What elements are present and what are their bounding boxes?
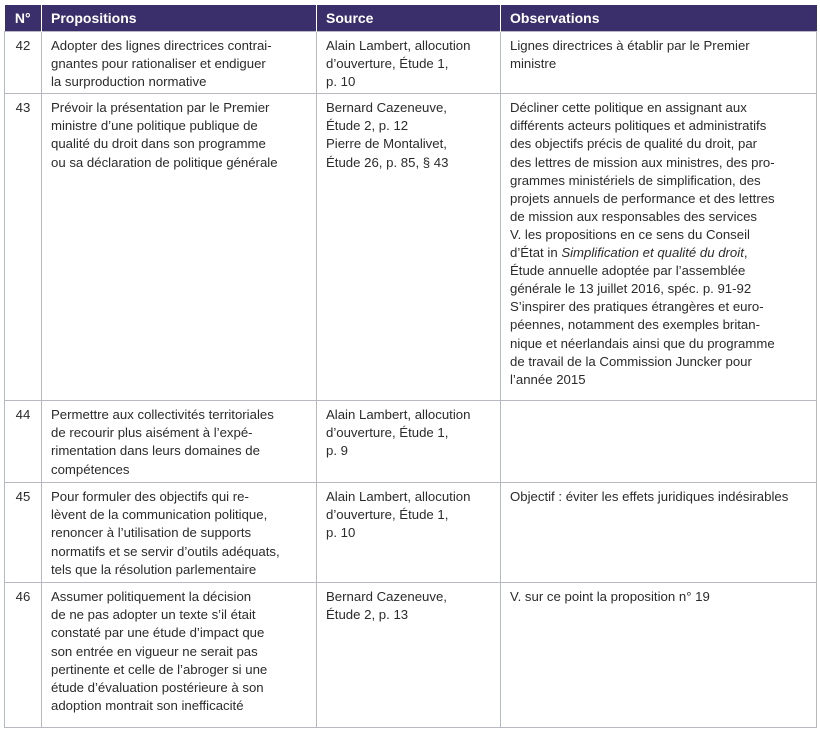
- proposition-number: 42: [5, 32, 42, 94]
- source-line: Étude 2, p. 13: [326, 607, 409, 623]
- source-line: Bernard Cazeneuve,: [326, 100, 447, 116]
- observations-line: nique et néerlandais ainsi que du programme: [510, 335, 775, 351]
- proposition-line: la surproduction normative: [51, 74, 207, 90]
- proposition-line: normatifs et se servir d’outils adéquats,: [51, 543, 280, 559]
- proposition-number: 45: [5, 483, 42, 583]
- proposition-line: ou sa déclaration de politique générale: [51, 154, 278, 170]
- proposition-line: gnantes pour rationaliser et endiguer: [51, 56, 266, 72]
- header-observations: Observations: [501, 5, 817, 32]
- source-line: p. 10: [326, 525, 356, 541]
- observations-line: Lignes directrices à établir par le Premier: [510, 38, 750, 53]
- source-cell: [317, 401, 501, 483]
- proposition-line: adoption montrait son inefficacité: [51, 697, 244, 713]
- proposition-line: Prévoir la présentation par le Premier: [51, 100, 270, 116]
- proposition-cell: [42, 401, 317, 483]
- observations-line: de travail de la Commission Juncker pour: [510, 353, 752, 369]
- observations-line: V. les propositions en ce sens du Conseil: [510, 226, 750, 242]
- source-line: Bernard Cazeneuve,: [326, 589, 447, 605]
- proposition-line: compétences: [51, 461, 130, 477]
- source-line: p. 10: [326, 74, 356, 90]
- observations-line: S’inspirer des pratiques étrangères et euro-: [510, 299, 764, 315]
- source-cell: [317, 483, 501, 583]
- table-row: [5, 401, 817, 483]
- observations-line: V. sur ce point la proposition n° 19: [510, 589, 710, 605]
- proposition-line: constaté par une étude d’impact que: [51, 625, 265, 641]
- source-line: Alain Lambert, allocution: [326, 407, 471, 423]
- observations-line: de mission aux responsables des services: [510, 208, 758, 224]
- proposition-line: de recourir plus aisément à l’expé-: [51, 425, 253, 441]
- source-line: d’ouverture, Étude 1,: [326, 56, 449, 72]
- proposition-cell: [42, 32, 317, 94]
- observations-line: Objectif : éviter les effets juridiques indésirables: [510, 489, 789, 505]
- proposition-cell: [42, 94, 317, 401]
- source-line: Alain Lambert, allocution: [326, 489, 471, 505]
- source-line: Étude 2, p. 12: [326, 118, 409, 134]
- observations-line: Étude annuelle adoptée par l’assemblée: [510, 263, 746, 279]
- source-line: Alain Lambert, allocution: [326, 38, 471, 53]
- observations-line: des objectifs précis de qualité du droit, par: [510, 136, 758, 152]
- observations-line: des lettres de mission aux ministres, des pro-: [510, 154, 775, 170]
- table-row: [5, 583, 817, 728]
- observations-line: différents acteurs politiques et administratifs: [510, 118, 767, 134]
- propositions-table: [4, 5, 817, 728]
- source-line: Étude 26, p. 85, § 43: [326, 154, 449, 170]
- proposition-line: étude d’évaluation postérieure à son: [51, 679, 264, 695]
- proposition-line: renoncer à l’utilisation de supports: [51, 525, 252, 541]
- proposition-cell: [42, 583, 317, 728]
- proposition-line: lèvent de la communication politique,: [51, 507, 268, 523]
- observations-line: projets annuels de performance et des lettres: [510, 190, 775, 206]
- table-row: [5, 32, 817, 94]
- proposition-line: Pour formuler des objectifs qui re-: [51, 489, 249, 505]
- proposition-line: tels que la résolution parlementaire: [51, 561, 257, 577]
- proposition-line: son entrée en vigueur ne serait pas: [51, 643, 258, 659]
- table-row: [5, 483, 817, 583]
- observations-cell: [501, 32, 817, 94]
- observations-line: l’année 2015: [510, 371, 586, 387]
- observations-cell: [501, 401, 817, 483]
- source-line: d’ouverture, Étude 1,: [326, 507, 449, 523]
- observations-line: grammes ministériels de simplification, des: [510, 172, 761, 188]
- proposition-line: ministre d’une politique publique de: [51, 118, 258, 134]
- observations-cell: [501, 583, 817, 728]
- header-propositions: Propositions: [42, 5, 317, 32]
- source-cell: [317, 94, 501, 401]
- source-line: Pierre de Montalivet,: [326, 136, 447, 152]
- proposition-line: Adopter des lignes directrices contrai-: [51, 38, 272, 53]
- header-source: Source: [317, 5, 501, 32]
- proposition-number: 43: [5, 94, 42, 401]
- source-cell: [317, 32, 501, 94]
- proposition-line: qualité du droit dans son programme: [51, 136, 266, 152]
- observations-line: péennes, notamment des exemples britan-: [510, 317, 760, 333]
- table-row: [5, 94, 817, 401]
- proposition-cell: [42, 483, 317, 583]
- observations-line: Décliner cette politique en assignant aux: [510, 100, 747, 116]
- observations-cell: [501, 94, 817, 401]
- proposition-number: 46: [5, 583, 42, 728]
- observations-cell: [501, 483, 817, 583]
- observations-line: générale le 13 juillet 2016, spéc. p. 91-92: [510, 281, 752, 297]
- proposition-line: pertinente et celle de l’abroger si une: [51, 661, 268, 677]
- source-line: d’ouverture, Étude 1,: [326, 425, 449, 441]
- proposition-line: Permettre aux collectivités territoriales: [51, 407, 274, 423]
- proposition-line: de ne pas adopter un texte s’il était: [51, 607, 256, 623]
- proposition-line: rimentation dans leurs domaines de: [51, 443, 260, 459]
- proposition-line: Assumer politiquement la décision: [51, 589, 252, 605]
- source-cell: [317, 583, 501, 728]
- observations-line: d’État in Simplification et qualité du droit,: [510, 245, 748, 261]
- source-line: p. 9: [326, 443, 348, 459]
- observations-line: ministre: [510, 56, 557, 72]
- header-number: N°: [5, 5, 42, 32]
- header-row: [5, 5, 817, 32]
- proposition-number: 44: [5, 401, 42, 483]
